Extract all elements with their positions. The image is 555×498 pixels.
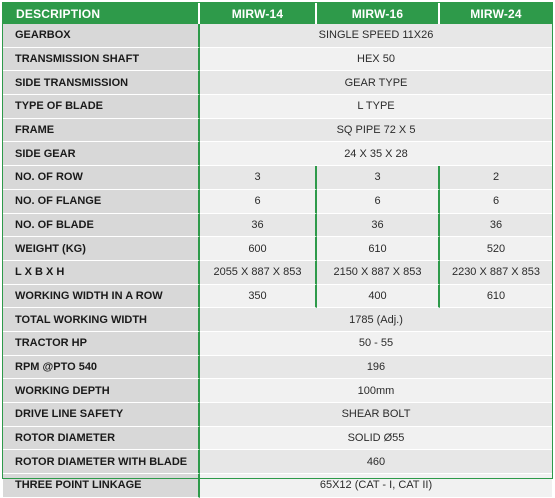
cell-mirw-14: 350	[200, 285, 317, 309]
table-row-working-width-in-a-row	[3, 285, 552, 309]
row-value: 100mm	[200, 379, 552, 403]
table-row-side-gear	[3, 142, 552, 166]
cell-mirw-16: 2150 X 887 X 853	[317, 261, 440, 285]
table-row-frame	[3, 119, 552, 143]
table-row-transmission-shaft	[3, 48, 552, 72]
row-label: ROTOR DIAMETER WITH BLADE	[3, 450, 200, 474]
cell-mirw-14: 6	[200, 190, 317, 214]
row-value: SOLID Ø55	[200, 427, 552, 451]
row-label: DRIVE LINE SAFETY	[3, 403, 200, 427]
row-label: TOTAL WORKING WIDTH	[3, 308, 200, 332]
table-row-no-of-blade	[3, 214, 552, 238]
cell-mirw-24: 520	[440, 237, 552, 261]
row-label: SIDE GEAR	[3, 142, 200, 166]
row-label: TRACTOR HP	[3, 332, 200, 356]
cell-mirw-24: 2	[440, 166, 552, 190]
row-label: TRANSMISSION SHAFT	[3, 48, 200, 72]
cell-mirw-24: 6	[440, 190, 552, 214]
specification-table	[3, 3, 552, 498]
row-value: L TYPE	[200, 95, 552, 119]
row-value: SQ PIPE 72 X 5	[200, 119, 552, 143]
table-row-tractor-hp	[3, 332, 552, 356]
row-value: 24 X 35 X 28	[200, 142, 552, 166]
row-value: 65X12 (CAT - I, CAT II)	[200, 474, 552, 498]
table-row-no-of-row	[3, 166, 552, 190]
table-row-three-point-linkage	[3, 474, 552, 498]
header-description: DESCRIPTION	[3, 3, 200, 24]
row-label: WORKING WIDTH IN A ROW	[3, 285, 200, 309]
row-label: RPM @PTO 540	[3, 356, 200, 380]
table-row-side-transmission	[3, 71, 552, 95]
table-row-gearbox	[3, 24, 552, 48]
header-model-mirw-24: MIRW-24	[440, 3, 552, 24]
table-row-lxbxh	[3, 261, 552, 285]
header-model-mirw-16: MIRW-16	[317, 3, 440, 24]
table-row-type-of-blade	[3, 95, 552, 119]
row-value: SHEAR BOLT	[200, 403, 552, 427]
table-row-total-working-width	[3, 308, 552, 332]
cell-mirw-14: 600	[200, 237, 317, 261]
row-value: HEX 50	[200, 48, 552, 72]
table-row-working-depth	[3, 379, 552, 403]
table-row-drive-line-safety	[3, 403, 552, 427]
row-label: WORKING DEPTH	[3, 379, 200, 403]
cell-mirw-14: 36	[200, 214, 317, 238]
table-row-rotor-diameter	[3, 427, 552, 451]
row-label: L X B X H	[3, 261, 200, 285]
row-label: ROTOR DIAMETER	[3, 427, 200, 451]
cell-mirw-16: 6	[317, 190, 440, 214]
cell-mirw-16: 400	[317, 285, 440, 309]
cell-mirw-14: 3	[200, 166, 317, 190]
cell-mirw-24: 2230 X 887 X 853	[440, 261, 552, 285]
row-value: 1785 (Adj.)	[200, 308, 552, 332]
row-value: 50 - 55	[200, 332, 552, 356]
table-row-weight	[3, 237, 552, 261]
header-model-mirw-14: MIRW-14	[200, 3, 317, 24]
table-row-no-of-flange	[3, 190, 552, 214]
row-value: 196	[200, 356, 552, 380]
table-row-rotor-diameter-with-blade	[3, 450, 552, 474]
row-label: GEARBOX	[3, 24, 200, 48]
row-label: THREE POINT LINKAGE	[3, 474, 200, 498]
cell-mirw-16: 3	[317, 166, 440, 190]
row-label: SIDE TRANSMISSION	[3, 71, 200, 95]
cell-mirw-16: 610	[317, 237, 440, 261]
cell-mirw-16: 36	[317, 214, 440, 238]
table-row-rpm-pto	[3, 356, 552, 380]
row-value: SINGLE SPEED 11X26	[200, 24, 552, 48]
row-label: WEIGHT (KG)	[3, 237, 200, 261]
header-row	[3, 3, 552, 24]
row-value: 460	[200, 450, 552, 474]
row-label: NO. OF BLADE	[3, 214, 200, 238]
row-label: FRAME	[3, 119, 200, 143]
cell-mirw-14: 2055 X 887 X 853	[200, 261, 317, 285]
row-label: NO. OF ROW	[3, 166, 200, 190]
cell-mirw-24: 36	[440, 214, 552, 238]
row-label: TYPE OF BLADE	[3, 95, 200, 119]
cell-mirw-24: 610	[440, 285, 552, 309]
row-value: GEAR TYPE	[200, 71, 552, 95]
row-label: NO. OF FLANGE	[3, 190, 200, 214]
